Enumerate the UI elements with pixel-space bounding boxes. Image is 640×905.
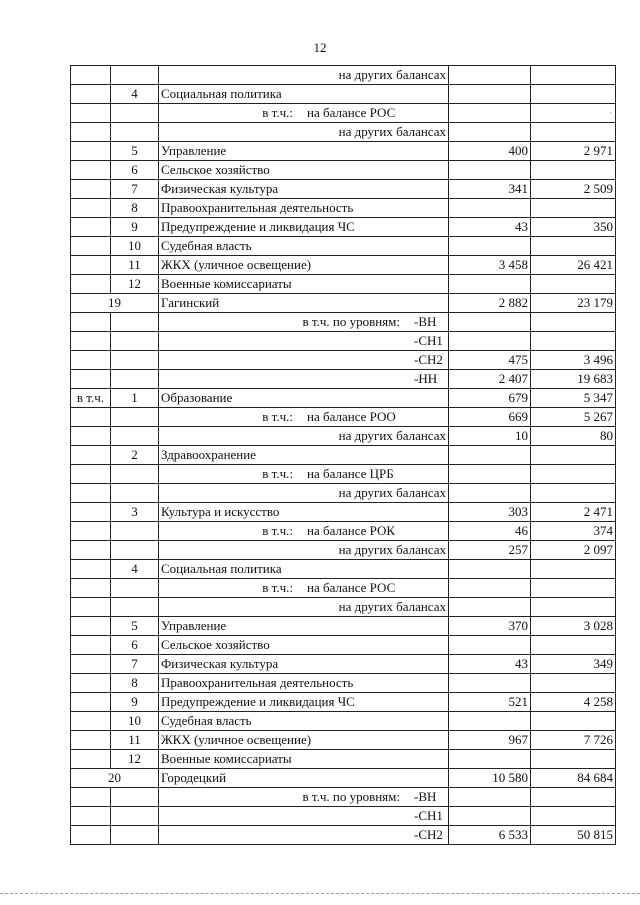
item-number-cell <box>111 351 159 370</box>
value-cell-1 <box>449 598 531 617</box>
table-row <box>71 807 616 826</box>
label-cell <box>159 332 449 351</box>
sub-prefix: в т.ч.: <box>262 409 293 424</box>
table-row <box>71 769 616 788</box>
value-cell-1: 521 <box>449 693 531 712</box>
value-cell-1 <box>449 465 531 484</box>
label-cell: ЖКХ (уличное освещение) <box>159 256 449 275</box>
item-number-cell: 12 <box>111 750 159 769</box>
label-cell: Предупреждение и ликвидация ЧС <box>159 218 449 237</box>
label-cell: Военные комиссариаты <box>159 275 449 294</box>
level-label: -СН1 <box>414 808 443 823</box>
value-cell-2 <box>531 807 616 826</box>
value-cell-1 <box>449 275 531 294</box>
item-number-cell <box>111 807 159 826</box>
table-row <box>71 579 616 598</box>
value-cell-1 <box>449 313 531 332</box>
level-label: -НН <box>414 371 438 386</box>
value-cell-1: 341 <box>449 180 531 199</box>
sub-prefix: в т.ч.: <box>262 466 293 481</box>
item-number-cell <box>111 598 159 617</box>
label-cell: на других балансах <box>159 66 449 85</box>
item-number-cell: 1 <box>111 389 159 408</box>
label-cell: Социальная политика <box>159 85 449 104</box>
item-number-cell <box>111 522 159 541</box>
value-cell-2: 26 421 <box>531 256 616 275</box>
value-cell-2: 3 028 <box>531 617 616 636</box>
label-cell: на других балансах <box>159 123 449 142</box>
sub-label: на балансе РОО <box>307 409 396 424</box>
value-cell-1: 257 <box>449 541 531 560</box>
value-cell-1 <box>449 66 531 85</box>
value-cell-1 <box>449 750 531 769</box>
region-number-cell: 20 <box>71 769 159 788</box>
table-row <box>71 636 616 655</box>
value-cell-1 <box>449 199 531 218</box>
item-number-cell <box>111 66 159 85</box>
label-cell: Судебная власть <box>159 712 449 731</box>
value-cell-1 <box>449 123 531 142</box>
item-number-cell: 8 <box>111 199 159 218</box>
table-row <box>71 180 616 199</box>
value-cell-1 <box>449 237 531 256</box>
value-cell-1 <box>449 484 531 503</box>
row-prefix-cell <box>71 275 111 294</box>
item-number-cell <box>111 484 159 503</box>
table-row <box>71 693 616 712</box>
value-cell-2 <box>531 446 616 465</box>
value-cell-1: 669 <box>449 408 531 427</box>
label-cell <box>159 826 449 845</box>
label-cell: на других балансах <box>159 427 449 446</box>
label-cell: Физическая культура <box>159 655 449 674</box>
table-row <box>71 370 616 389</box>
level-label: -СН2 <box>414 352 443 367</box>
row-prefix-cell <box>71 598 111 617</box>
row-prefix-cell <box>71 826 111 845</box>
label-cell: ЖКХ (уличное освещение) <box>159 731 449 750</box>
row-prefix-cell <box>71 788 111 807</box>
table-row <box>71 446 616 465</box>
label-cell: Правоохранительная деятельность <box>159 674 449 693</box>
item-number-cell: 4 <box>111 560 159 579</box>
value-cell-2 <box>531 237 616 256</box>
row-prefix-cell <box>71 807 111 826</box>
table-row <box>71 617 616 636</box>
table-row <box>71 560 616 579</box>
label-cell: Правоохранительная деятельность <box>159 199 449 218</box>
value-cell-2: · <box>531 104 616 123</box>
value-cell-2 <box>531 636 616 655</box>
label-cell <box>159 408 449 427</box>
label-cell <box>159 465 449 484</box>
label-cell <box>159 807 449 826</box>
item-number-cell <box>111 579 159 598</box>
table-row <box>71 351 616 370</box>
label-cell: Культура и искусство <box>159 503 449 522</box>
row-prefix-cell <box>71 427 111 446</box>
table-row <box>71 199 616 218</box>
level-label: -СН1 <box>414 333 443 348</box>
value-cell-2: 3 496 <box>531 351 616 370</box>
item-number-cell <box>111 104 159 123</box>
item-number-cell: 9 <box>111 218 159 237</box>
value-cell-2: 350 <box>531 218 616 237</box>
row-prefix-cell <box>71 731 111 750</box>
item-number-cell: 10 <box>111 712 159 731</box>
table-row <box>71 750 616 769</box>
row-prefix-cell <box>71 522 111 541</box>
item-number-cell: 6 <box>111 161 159 180</box>
row-prefix-cell: в т.ч. <box>71 389 111 408</box>
table-row <box>71 731 616 750</box>
row-prefix-cell <box>71 484 111 503</box>
value-cell-2: 19 683 <box>531 370 616 389</box>
value-cell-2 <box>531 161 616 180</box>
value-cell-1: 10 <box>449 427 531 446</box>
item-number-cell: 8 <box>111 674 159 693</box>
table-row <box>71 104 616 123</box>
item-number-cell: 12 <box>111 275 159 294</box>
value-cell-2: 80 <box>531 427 616 446</box>
label-cell: на других балансах <box>159 541 449 560</box>
row-prefix-cell <box>71 617 111 636</box>
value-cell-2 <box>531 465 616 484</box>
item-number-cell: 10 <box>111 237 159 256</box>
level-prefix: в т.ч. по уровням: <box>302 314 400 329</box>
label-cell: Управление <box>159 142 449 161</box>
label-cell: Физическая культура <box>159 180 449 199</box>
sub-label: на балансе РОС <box>307 105 396 120</box>
row-prefix-cell <box>71 655 111 674</box>
row-prefix-cell <box>71 332 111 351</box>
item-number-cell: 3 <box>111 503 159 522</box>
sub-label: на балансе ЦРБ <box>307 466 394 481</box>
value-cell-2: 374 <box>531 522 616 541</box>
value-cell-2 <box>531 66 616 85</box>
value-cell-1: 46 <box>449 522 531 541</box>
row-prefix-cell <box>71 693 111 712</box>
value-cell-2: 2 097 <box>531 541 616 560</box>
label-cell: Предупреждение и ликвидация ЧС <box>159 693 449 712</box>
value-cell-2 <box>531 313 616 332</box>
value-cell-2 <box>531 123 616 142</box>
table-row <box>71 161 616 180</box>
level-label: -ВН <box>414 789 437 804</box>
row-prefix-cell <box>71 579 111 598</box>
sub-label: на балансе РОК <box>307 523 396 538</box>
row-prefix-cell <box>71 199 111 218</box>
item-number-cell <box>111 332 159 351</box>
item-number-cell: 5 <box>111 617 159 636</box>
item-number-cell <box>111 826 159 845</box>
table-row <box>71 66 616 85</box>
scan-edge <box>0 893 640 894</box>
table-row <box>71 218 616 237</box>
label-cell: Образование <box>159 389 449 408</box>
row-prefix-cell <box>71 560 111 579</box>
row-prefix-cell <box>71 636 111 655</box>
row-prefix-cell <box>71 66 111 85</box>
value-cell-2 <box>531 712 616 731</box>
table-row <box>71 826 616 845</box>
value-cell-2: 349 <box>531 655 616 674</box>
item-number-cell: 4 <box>111 85 159 104</box>
value-cell-1: 10 580 <box>449 769 531 788</box>
value-cell-2 <box>531 560 616 579</box>
item-number-cell: 7 <box>111 655 159 674</box>
row-prefix-cell <box>71 104 111 123</box>
value-cell-2: 50 815 <box>531 826 616 845</box>
value-cell-1: 679 <box>449 389 531 408</box>
value-cell-2 <box>531 199 616 218</box>
value-cell-1 <box>449 104 531 123</box>
value-cell-2: 84 684 <box>531 769 616 788</box>
region-name-cell: Городецкий <box>159 769 449 788</box>
table-row <box>71 237 616 256</box>
row-prefix-cell <box>71 256 111 275</box>
item-number-cell: 9 <box>111 693 159 712</box>
level-prefix: в т.ч. по уровням: <box>302 789 400 804</box>
item-number-cell: 5 <box>111 142 159 161</box>
label-cell: Сельское хозяйство <box>159 636 449 655</box>
value-cell-1: 43 <box>449 655 531 674</box>
row-prefix-cell <box>71 503 111 522</box>
value-cell-2: 4 258 <box>531 693 616 712</box>
value-cell-1 <box>449 636 531 655</box>
value-cell-2: 2 971 <box>531 142 616 161</box>
value-cell-2: 2 509 <box>531 180 616 199</box>
value-cell-1: 967 <box>449 731 531 750</box>
value-cell-2 <box>531 750 616 769</box>
item-number-cell <box>111 408 159 427</box>
table-row <box>71 142 616 161</box>
row-prefix-cell <box>71 541 111 560</box>
item-number-cell <box>111 370 159 389</box>
page-number: 12 <box>313 40 327 55</box>
sub-label: на балансе РОС <box>307 580 396 595</box>
value-cell-2 <box>531 788 616 807</box>
value-cell-1: 2 882 <box>449 294 531 313</box>
value-cell-1 <box>449 807 531 826</box>
label-cell: Социальная политика <box>159 560 449 579</box>
table-row <box>71 313 616 332</box>
label-cell <box>159 313 449 332</box>
table-row <box>71 541 616 560</box>
label-cell: Судебная власть <box>159 237 449 256</box>
table-row <box>71 123 616 142</box>
value-cell-1: 303 <box>449 503 531 522</box>
row-prefix-cell <box>71 180 111 199</box>
table-row <box>71 294 616 313</box>
item-number-cell: 6 <box>111 636 159 655</box>
value-cell-2: 7 726 <box>531 731 616 750</box>
value-cell-1 <box>449 332 531 351</box>
value-cell-1 <box>449 446 531 465</box>
value-cell-2: 2 471 <box>531 503 616 522</box>
value-cell-1: 6 533 <box>449 826 531 845</box>
row-prefix-cell <box>71 674 111 693</box>
table-row <box>71 389 616 408</box>
label-cell: на других балансах <box>159 484 449 503</box>
level-label: -ВН <box>414 314 437 329</box>
value-cell-2: 5 267 <box>531 408 616 427</box>
item-number-cell: 2 <box>111 446 159 465</box>
row-prefix-cell <box>71 370 111 389</box>
value-cell-1 <box>449 560 531 579</box>
table-row <box>71 598 616 617</box>
row-prefix-cell <box>71 408 111 427</box>
row-prefix-cell <box>71 123 111 142</box>
value-cell-1 <box>449 161 531 180</box>
sub-prefix: в т.ч.: <box>262 105 293 120</box>
row-prefix-cell <box>71 161 111 180</box>
value-cell-1 <box>449 674 531 693</box>
table-row <box>71 655 616 674</box>
value-cell-1 <box>449 712 531 731</box>
row-prefix-cell <box>71 142 111 161</box>
value-cell-2 <box>531 579 616 598</box>
value-cell-1: 3 458 <box>449 256 531 275</box>
value-cell-1 <box>449 85 531 104</box>
item-number-cell <box>111 788 159 807</box>
label-cell <box>159 370 449 389</box>
item-number-cell <box>111 541 159 560</box>
region-number-cell: 19 <box>71 294 159 313</box>
value-cell-1 <box>449 788 531 807</box>
label-cell: Здравоохранение <box>159 446 449 465</box>
item-number-cell: 11 <box>111 731 159 750</box>
table-row <box>71 503 616 522</box>
label-cell <box>159 522 449 541</box>
table-row <box>71 465 616 484</box>
value-cell-2 <box>531 484 616 503</box>
table-row <box>71 712 616 731</box>
item-number-cell <box>111 313 159 332</box>
region-name-cell: Гагинский <box>159 294 449 313</box>
row-prefix-cell <box>71 237 111 256</box>
row-prefix-cell <box>71 712 111 731</box>
label-cell <box>159 579 449 598</box>
value-cell-1 <box>449 579 531 598</box>
row-prefix-cell <box>71 446 111 465</box>
table-row <box>71 427 616 446</box>
value-cell-1: 400 <box>449 142 531 161</box>
table-row <box>71 788 616 807</box>
value-cell-2 <box>531 85 616 104</box>
label-cell <box>159 104 449 123</box>
value-cell-2 <box>531 674 616 693</box>
table-row <box>71 256 616 275</box>
label-cell: Сельское хозяйство <box>159 161 449 180</box>
row-prefix-cell <box>71 313 111 332</box>
value-cell-1: 2 407 <box>449 370 531 389</box>
sub-prefix: в т.ч.: <box>262 580 293 595</box>
value-cell-1: 370 <box>449 617 531 636</box>
item-number-cell: 7 <box>111 180 159 199</box>
label-cell: Военные комиссариаты <box>159 750 449 769</box>
table-row <box>71 275 616 294</box>
value-cell-1: 475 <box>449 351 531 370</box>
value-cell-2 <box>531 332 616 351</box>
value-cell-2 <box>531 598 616 617</box>
item-number-cell: 11 <box>111 256 159 275</box>
item-number-cell <box>111 427 159 446</box>
table-row <box>71 484 616 503</box>
table-row <box>71 85 616 104</box>
table-row <box>71 332 616 351</box>
row-prefix-cell <box>71 351 111 370</box>
value-cell-2 <box>531 275 616 294</box>
level-label: -СН2 <box>414 827 443 842</box>
data-table <box>70 65 616 845</box>
sub-prefix: в т.ч.: <box>262 523 293 538</box>
label-cell <box>159 351 449 370</box>
label-cell: Управление <box>159 617 449 636</box>
row-prefix-cell <box>71 750 111 769</box>
table-row <box>71 408 616 427</box>
item-number-cell <box>111 123 159 142</box>
label-cell: на других балансах <box>159 598 449 617</box>
label-cell <box>159 788 449 807</box>
row-prefix-cell <box>71 85 111 104</box>
row-prefix-cell <box>71 218 111 237</box>
value-cell-2: 5 347 <box>531 389 616 408</box>
table-row <box>71 522 616 541</box>
item-number-cell <box>111 465 159 484</box>
value-cell-1: 43 <box>449 218 531 237</box>
table-row <box>71 674 616 693</box>
value-cell-2: 23 179 <box>531 294 616 313</box>
row-prefix-cell <box>71 465 111 484</box>
